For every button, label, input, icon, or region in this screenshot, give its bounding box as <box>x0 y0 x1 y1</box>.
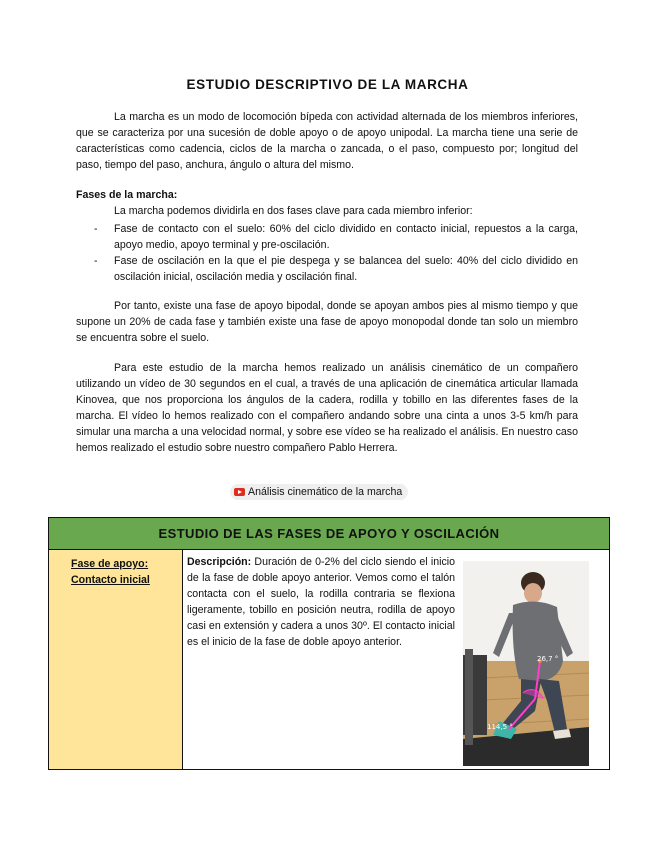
phase-label-line2: Contacto inicial <box>71 574 150 586</box>
gait-analysis-photo <box>463 561 589 766</box>
list-item-text: Fase de contacto con el suelo: 60% del ciclo dividido en contacto inicial, repuestos a la carga, apoyo medio, apoyo terminal y pre-oscilación. <box>114 223 578 251</box>
description-label: Descripción: <box>187 556 252 568</box>
study-paragraph: Para este estudio de la marcha hemos realizado un análisis cinemático de un compañero utilizando un vídeo de 30 segundos en el cual, a través de una aplicación de cinemática articular llamada Kinovea, que nos proporciona los ángulos de la cadera, rodilla y tobillo en las diferentes fases de la marcha. El vídeo lo hemos realizado con el compañero andando sobre una cinta a unos 3-5 km/h para simular una marcha a una velocidad normal, y sobre ese vídeo se ha realizado el análisis. En nuestro caso hemos realizado el estudio sobre nuestro compañero Pablo Herrera. <box>76 362 578 454</box>
phases-intro: La marcha podemos dividirla en dos fases clave para cada miembro inferior: <box>114 205 473 217</box>
page-title: ESTUDIO DESCRIPTIVO DE LA MARCHA <box>186 77 469 92</box>
video-link-chip[interactable] <box>230 484 408 500</box>
phases-table <box>48 517 610 770</box>
bipodal-paragraph: Por tanto, existe una fase de apoyo bipodal, donde se apoyan ambos pies al mismo tiempo y que supone un 20% de cada fase y también existe una fase de apoyo monopodal donde tan solo un miembro se encuentra sobre el suelo. <box>76 300 578 344</box>
phase-label <box>71 556 150 588</box>
angle-label-ankle: 114,5 ° <box>487 723 513 731</box>
gait-photo-illustration <box>463 561 589 766</box>
phase-cell <box>49 550 183 769</box>
video-link-label[interactable]: Análisis cinemático de la marcha <box>248 486 403 498</box>
phases-heading: Fases de la marcha: <box>76 189 178 201</box>
description-text: Duración de 0-2% del ciclo siendo el inicio de la fase de doble apoyo anterior. Vemos como el talón contacta con el suelo, la rodilla contraria se flexiona ligeramente, tobillo en posición neutra, rodilla de apoyo casi en extensión y cadera a unos 30º. El contacto inicial es el inicio de la fase de doble apoyo anterior. <box>187 556 455 648</box>
bullet-dash: - <box>94 223 98 235</box>
phase-label-line1: Fase de apoyo: <box>71 558 149 570</box>
youtube-icon <box>234 488 245 496</box>
list-item <box>94 253 578 285</box>
table-header: ESTUDIO DE LAS FASES DE APOYO Y OSCILACIÓN <box>49 518 609 550</box>
intro-paragraph: La marcha es un modo de locomoción bípeda con actividad alternada de los miembros inferiores, que se caracteriza por una sucesión de doble apoyo o de apoyo unipodal. La marcha tiene una serie de características como cadencia, ciclos de la marcha o zancada, o el paso, compuesto por; longitud del paso, tiempo del paso, anchura, ángulo o altura del mismo. <box>76 111 578 171</box>
angle-label-hip: 26,7 ° <box>537 655 559 663</box>
list-item-text: Fase de oscilación en la que el pie despega y se balancea del suelo: 40% del ciclo dividido en oscilación inicial, oscilación media y oscilación final. <box>114 255 578 283</box>
description-cell <box>187 554 455 650</box>
list-item <box>94 221 578 253</box>
bullet-dash: - <box>94 255 98 267</box>
